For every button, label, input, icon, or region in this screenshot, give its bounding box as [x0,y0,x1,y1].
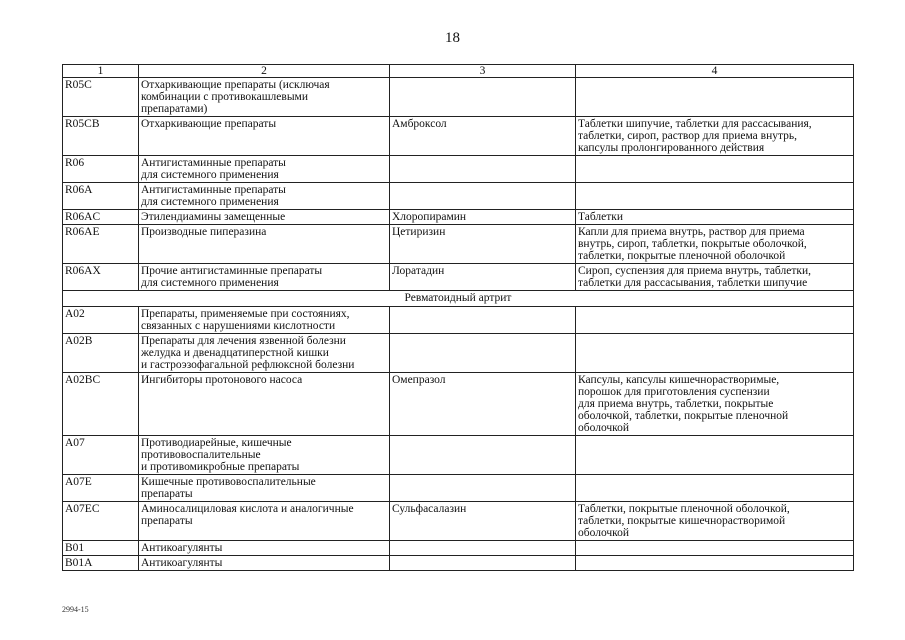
drug-name-cell [390,436,576,475]
atc-code-cell: R06 [63,156,139,183]
group-name-cell: Кишечные противовоспалительные препараты [139,475,390,502]
drug-name-cell: Лоратадин [390,264,576,291]
drug-name-cell [390,156,576,183]
drug-name-cell [390,475,576,502]
group-name-cell: Отхаркивающие препараты (исключая комбинации с противокашлевыми препаратами) [139,78,390,117]
group-name-cell: Антикоагулянты [139,541,390,556]
group-name-cell: Антигистаминные препараты для системного применения [139,183,390,210]
dosage-forms-cell [576,334,854,373]
drug-table [62,64,854,571]
atc-code-cell: R06A [63,183,139,210]
drug-name-cell [390,183,576,210]
dosage-forms-cell [576,156,854,183]
dosage-forms-cell [576,307,854,334]
header-cell-2: 2 [139,65,390,78]
group-name-cell: Антикоагулянты [139,556,390,571]
dosage-forms-cell: Капсулы, капсулы кишечнорастворимые, порошок для приготовления суспензии для приема внутрь, таблетки, покрытые оболочкой, таблетки, покрытые пленочной оболочкой [576,373,854,436]
drug-name-cell [390,541,576,556]
dosage-forms-cell [576,78,854,117]
dosage-forms-cell: Капли для приема внутрь, раствор для приема внутрь, сироп, таблетки, покрытые оболочкой, таблетки, покрытые пленочной оболочкой [576,225,854,264]
dosage-forms-cell [576,436,854,475]
table-row [63,502,854,541]
table-row [63,78,854,117]
header-cell-1: 1 [63,65,139,78]
drug-name-cell [390,556,576,571]
table-row [63,307,854,334]
group-name-cell: Этилендиамины замещенные [139,210,390,225]
atc-code-cell: A07 [63,436,139,475]
atc-code-cell: A02B [63,334,139,373]
table-row [63,210,854,225]
group-name-cell: Отхаркивающие препараты [139,117,390,156]
table-row [63,334,854,373]
drug-name-cell: Амброксол [390,117,576,156]
dosage-forms-cell: Сироп, суспензия для приема внутрь, таблетки, таблетки для рассасывания, таблетки шипучие [576,264,854,291]
atc-code-cell: R05C [63,78,139,117]
atc-code-cell: R06AX [63,264,139,291]
table-header-row [63,65,854,78]
footer-document-code: 2994-15 [62,605,89,614]
drug-name-cell: Омепразол [390,373,576,436]
header-cell-4: 4 [576,65,854,78]
drug-name-cell [390,78,576,117]
table-row [63,264,854,291]
table-row [63,183,854,210]
group-name-cell: Производные пиперазина [139,225,390,264]
drug-name-cell: Сульфасалазин [390,502,576,541]
atc-code-cell: A02BC [63,373,139,436]
dosage-forms-cell [576,183,854,210]
drug-name-cell: Цетиризин [390,225,576,264]
table-row [63,541,854,556]
table-row [63,117,854,156]
table-row [63,556,854,571]
table-row [63,225,854,264]
atc-code-cell: R05CB [63,117,139,156]
atc-code-cell: R06AC [63,210,139,225]
table-row [63,436,854,475]
group-name-cell: Антигистаминные препараты для системного применения [139,156,390,183]
dosage-forms-cell: Таблетки, покрытые пленочной оболочкой, таблетки, покрытые кишечнорастворимой оболочкой [576,502,854,541]
group-name-cell: Противодиарейные, кишечные противовоспалительные и противомикробные препараты [139,436,390,475]
dosage-forms-cell [576,556,854,571]
section-title: Ревматоидный артрит [63,291,854,307]
atc-code-cell: A07EC [63,502,139,541]
dosage-forms-cell: Таблетки [576,210,854,225]
table-row [63,156,854,183]
section-header-row [63,291,854,307]
table-row [63,475,854,502]
table-row [63,373,854,436]
dosage-forms-cell [576,475,854,502]
group-name-cell: Ингибиторы протонового насоса [139,373,390,436]
drug-name-cell [390,334,576,373]
atc-code-cell: A02 [63,307,139,334]
atc-code-cell: R06AE [63,225,139,264]
atc-code-cell: A07E [63,475,139,502]
dosage-forms-cell [576,541,854,556]
group-name-cell: Аминосалициловая кислота и аналогичные препараты [139,502,390,541]
atc-code-cell: B01A [63,556,139,571]
group-name-cell: Препараты, применяемые при состояниях, связанных с нарушениями кислотности [139,307,390,334]
group-name-cell: Препараты для лечения язвенной болезни желудка и двенадцатиперстной кишки и гастроэзофагальной рефлюксной болезни [139,334,390,373]
header-cell-3: 3 [390,65,576,78]
drug-name-cell: Хлоропирамин [390,210,576,225]
dosage-forms-cell: Таблетки шипучие, таблетки для рассасывания, таблетки, сироп, раствор для приема внутрь, капсулы пролонгированного действия [576,117,854,156]
page-number: 18 [445,30,460,46]
group-name-cell: Прочие антигистаминные препараты для системного применения [139,264,390,291]
drug-name-cell [390,307,576,334]
table-body [63,65,854,571]
atc-code-cell: B01 [63,541,139,556]
